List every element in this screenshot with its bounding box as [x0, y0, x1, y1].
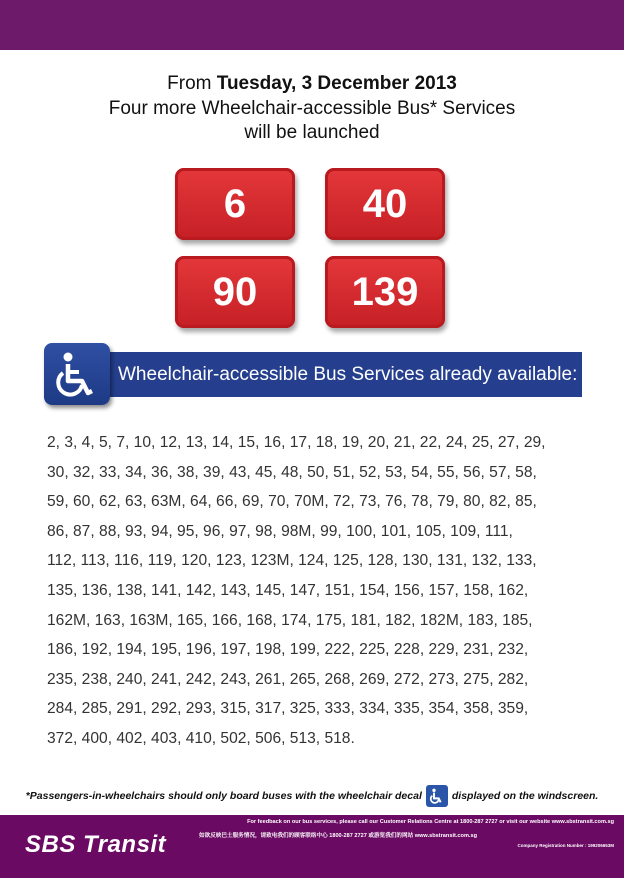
feedback-chinese: 如欲反映巴士服务情况，请致电我们的顾客联络中心 1800-287 2727 或游览我们的网站 www.sbstransit.com.sg [199, 833, 477, 839]
services-line: 235, 238, 240, 241, 242, 243, 261, 265, 268, 269, 272, 273, 275, 282, [47, 670, 529, 688]
services-line: 2, 3, 4, 5, 7, 10, 12, 13, 14, 15, 16, 17, 18, 19, 20, 21, 22, 24, 25, 27, 29, [47, 434, 546, 451]
services-line: 30, 32, 33, 34, 36, 38, 39, 43, 45, 48, 50, 51, 52, 53, 54, 55, 56, 57, 58, [47, 463, 537, 481]
service-badge-139: 139 [325, 256, 445, 328]
footer [0, 815, 624, 878]
wheelchair-decal-icon [426, 785, 448, 807]
services-line: 162M, 163, 163M, 165, 166, 168, 174, 175, 181, 182, 182M, 183, 185, [47, 611, 533, 629]
footnote-text-end: displayed on the windscreen. [451, 790, 599, 802]
services-line: 112, 113, 116, 119, 120, 123, 123M, 124, 125, 128, 130, 131, 132, 133, [47, 552, 537, 570]
title-line3: will be launched [244, 122, 380, 143]
services-line: 135, 136, 138, 141, 142, 143, 145, 147, 151, 154, 156, 157, 158, 162, [47, 581, 529, 599]
title-prefix: From [167, 73, 217, 94]
launch-date: Tuesday, 3 December 2013 [216, 73, 457, 94]
service-badge-40: 40 [325, 168, 445, 240]
company-registration: Company Registration Number : 199206653M [517, 843, 614, 848]
services-line: 86, 87, 88, 93, 94, 95, 96, 97, 98, 98M, 99, 100, 101, 105, 109, 111, [47, 522, 513, 540]
services-line: 372, 400, 402, 403, 410, 502, 506, 513, 518. [47, 729, 355, 747]
available-services-banner [105, 352, 582, 397]
available-services-list [47, 428, 587, 754]
announcement-title [0, 72, 624, 146]
title-line2: Four more Wheelchair-accessible Bus* Services [108, 97, 516, 119]
sbs-transit-logo: SBS Transit [25, 831, 167, 858]
service-badge-90: 90 [175, 256, 295, 328]
footnote [0, 785, 624, 807]
top-bar [0, 0, 624, 50]
feedback-english: For feedback on our bus services, please call our Customer Relations Centre at 1800-287 2727 or visit our website www.sbstransit.com.sg [247, 819, 614, 825]
services-line: 284, 285, 291, 292, 293, 315, 317, 325, 333, 334, 335, 354, 358, 359, [47, 700, 529, 718]
services-line: 59, 60, 62, 63, 63M, 64, 66, 69, 70, 70M, 72, 73, 76, 78, 79, 80, 82, 85, [47, 493, 537, 511]
wheelchair-icon [44, 343, 110, 405]
banner-text: Wheelchair-accessible Bus Services already available: [118, 363, 578, 385]
footnote-text: *Passengers-in-wheelchairs should only board buses with the wheelchair decal [25, 790, 422, 802]
services-line: 186, 192, 194, 195, 196, 197, 198, 199, 222, 225, 228, 229, 231, 232, [47, 641, 529, 659]
service-badge-6: 6 [175, 168, 295, 240]
